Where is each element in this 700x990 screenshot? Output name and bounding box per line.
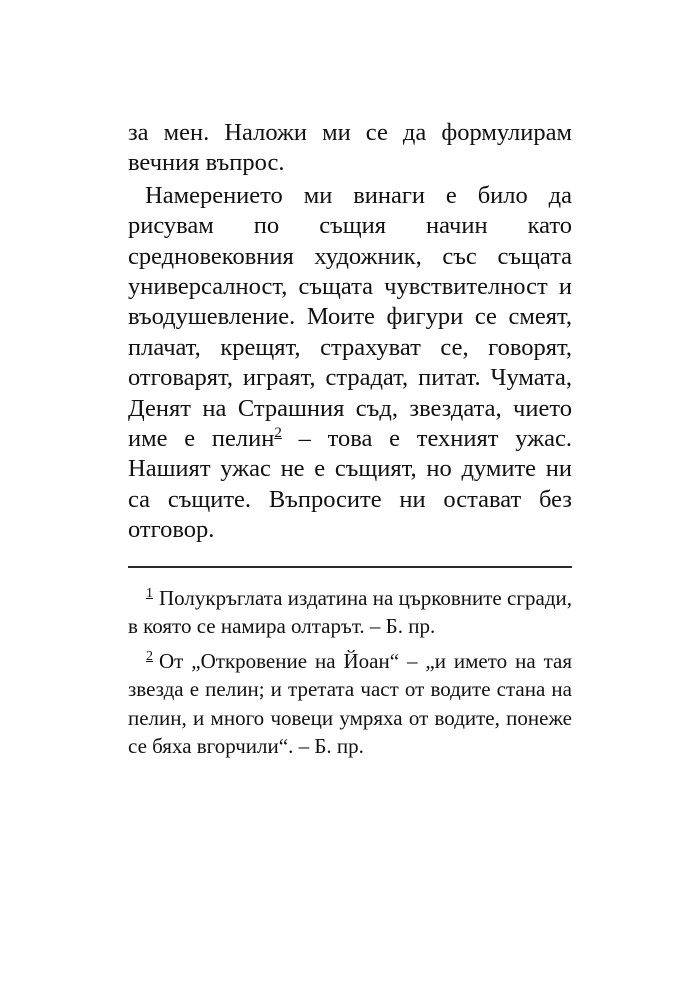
footnote-mark-1[interactable]: 1 [146, 585, 153, 601]
paragraph-text-after-ref: – това е техният ужас. Нашият ужас не е същият, но думите ни са същите. Въпросите ни остават без отговор. [128, 425, 572, 544]
footnote-1 [128, 584, 572, 641]
footnote-mark-2[interactable]: 2 [146, 648, 153, 664]
footnote-2 [128, 647, 572, 761]
footnotes [128, 584, 572, 761]
footnote-separator [128, 566, 572, 568]
body-text [128, 118, 572, 546]
footnote-reference-2[interactable]: 2 [274, 425, 282, 442]
paragraph-text-before-ref: Намерението ми винаги е било да рисувам по същия начин като средновековния художник, със същата универсалност, същата чувствителност и въодушевление. Моите фигури се смеят, плачат, крещят, страхуват се, говорят, отговарят, играят, страдат, питат. Чумата, Денят на Страшния съд, звездата, чието име е пелин [128, 181, 572, 453]
footnote-text-2: От „Откровение на Йоан“ – „и името на тая звезда е пелин; и третата част от водите стана на пелин, и много човеци умряха от водите, понеже се бяха вгорчили“. – Б. пр. [128, 648, 572, 759]
page [128, 118, 572, 761]
footnote-text-1: Полукръглата издатина на църковните сгради, в която се намира олтарът. – Б. пр. [128, 585, 572, 639]
paragraph-intention [128, 181, 572, 546]
paragraph-continued: за мен. Наложи ми се да формулирам вечния въпрос. [128, 119, 572, 177]
